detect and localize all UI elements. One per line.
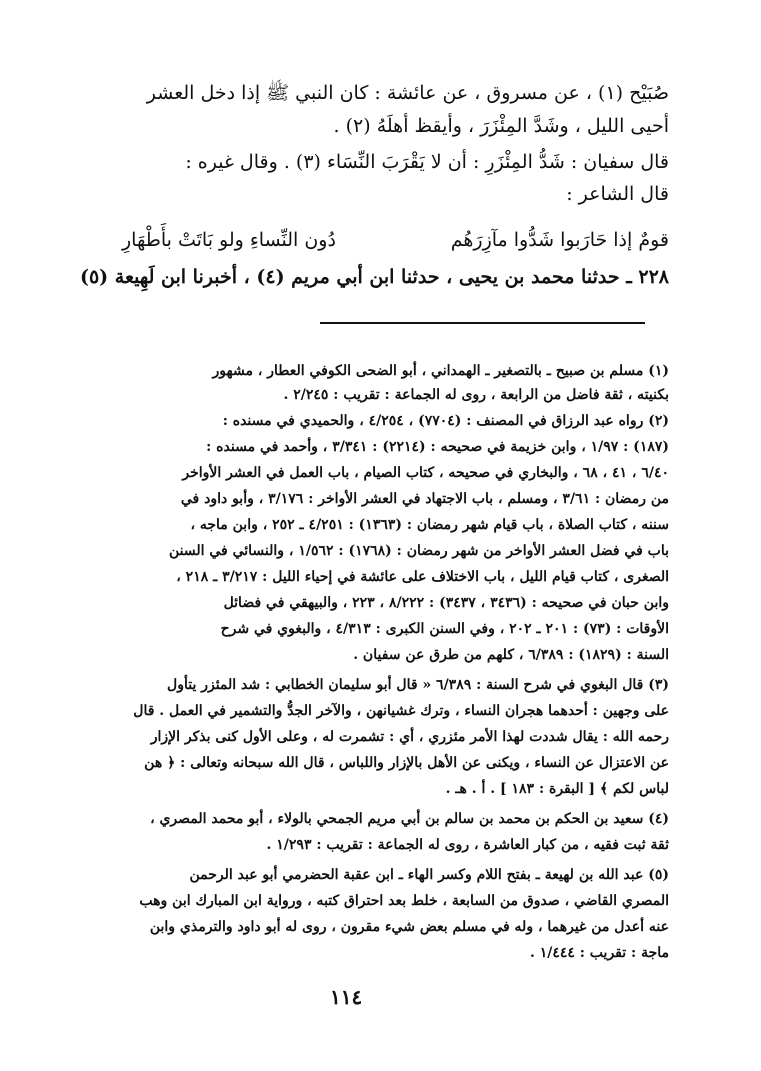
hadith-chain-line: ٢٢٨ ـ حدثنا محمد بن يحيى ، حدثنا ابن أبي مريم (٤) ، أخبرنا ابن لَهِيعة (٥) [79, 266, 669, 288]
footnote-line: باب في فضل العشر الأواخر من شهر رمضان : (١٧٦٨) : ١/٥٦٢ ، والنسائي في السنن [168, 543, 669, 559]
footnote-line: ثقة ثبت فقيه ، من كبار العاشرة ، روى له الجماعة : تقريب : ١/٢٩٣ . [266, 837, 669, 853]
footnote-line: الأوقات : (٧٣) : ٢٠١ ـ ٢٠٢ ، وفي السنن الكبرى : ٤/٣١٣ ، والبغوي في شرح [220, 621, 669, 637]
main-text-line-4: قال الشاعر : [566, 183, 669, 205]
footnote-line: (١) مسلم بن صبيح ـ بالتصغير ـ الهمداني ، أبو الضحى الكوفي العطار ، مشهور [212, 363, 669, 379]
footnote-line: عن الاعتزال عن النساء ، ويكنى عن الأهل بالإزار واللباس ، قال الله سبحانه وتعالى : ﴿ هن [144, 755, 669, 771]
footnote-line: عنه أعدل من غيرهما ، وله في مسلم بعض شيء مقرون ، روى له أبو داود والترمذي وابن [149, 919, 669, 935]
poem-second-hemistich: دُون النِّساءِ ولو بَاتَتْ بأَطْهَارِ [122, 229, 336, 251]
main-text-line-2: أحيى الليل ، وشَدَّ المِئْزَرَ ، وأيقظ أهلَهُ (٢) . [333, 115, 669, 137]
footnote-line: الصغرى ، كتاب قيام الليل ، باب الاختلاف على عائشة في إحياء الليل : ٣/٢١٧ ـ ٢١٨ ، [176, 569, 669, 585]
main-text-line-3: قال سفيان : شَدُّ المِئْزَرِ : أن لا يَقْرَبَ النِّسَاء (٣) . وقال غيره : [185, 151, 669, 173]
footnote-line: من رمضان : ٣/٦١ ، ومسلم ، باب الاجتهاد في العشر الأواخر : ٣/١٧٦ ، وأبو داود في [180, 491, 669, 507]
poem-first-hemistich: قومٌ إذا حَارَبوا شَدُّوا مآزِرَهُم [450, 229, 669, 251]
footnote-line: المصري القاضي ، صدوق من السابعة ، خلط بعد احتراق كتبه ، ورواية ابن المبارك ابن وهب [139, 893, 669, 909]
footnote-line: لباس لكم ﴾ [ البقرة : ١٨٣ ] . أ . هـ . [445, 781, 669, 797]
footnote-line: رحمه الله : يقال شددت لهذا الأمر مئزري ، أي : تشمرت له ، وعلى الأول كنى بذكر الإزار [150, 729, 669, 745]
footnote-line: (٥) عبد الله بن لهيعة ـ بفتح اللام وكسر الهاء ـ ابن عقبة الحضرمي أبو عبد الرحمن [189, 867, 669, 883]
footnote-line: سننه ، كتاب الصلاة ، باب قيام شهر رمضان : (١٣٦٣) : ٤/٢٥١ ـ ٢٥٢ ، وابن ماجه ، [190, 517, 669, 533]
footnote-line: على وجهين : أحدهما هجران النساء ، وترك غشيانهن ، والآخر الجدُّ والتشمير في العمل . قال [133, 703, 669, 719]
footnote-line: ماجة : تقريب : ١/٤٤٤ . [529, 945, 669, 961]
footnote-line: بكنيته ، ثقة فاضل من الرابعة ، روى له الجماعة : تقريب : ٢/٢٤٥ . [283, 387, 669, 403]
footnote-line: (٣) قال البغوي في شرح السنة : ٦/٣٨٩ « قال أبو سليمان الخطابي : شد المئزر يتأول [167, 677, 669, 693]
page-number: ١١٤ [330, 985, 363, 1009]
footnote-line: السنة : (١٨٢٩) : ٦/٣٨٩ ، كلهم من طرق عن سفيان . [353, 647, 669, 663]
main-text-line-1: صُبَيْح (١) ، عن مسروق ، عن عائشة : كان النبي ﷺ إذا دخل العشر [146, 82, 669, 104]
footnote-separator [320, 322, 645, 324]
footnote-line: وابن حبان في صحيحه : (٣٤٣٦ ، ٣٤٣٧) : ٨/٢٢٢ ، ٢٢٣ ، والبيهقي في فضائل [223, 595, 669, 611]
footnote-line: (٢) رواه عبد الرزاق في المصنف : (٧٧٠٤) ، ٤/٢٥٤ ، والحميدي في مسنده : [222, 413, 669, 429]
footnote-line: (٤) سعيد بن الحكم بن محمد بن سالم بن أبي مريم الجمحي بالولاء ، أبو محمد المصري ، [150, 811, 669, 827]
footnote-line: (١٨٧) : ١/٩٧ ، وابن خزيمة في صحيحه : (٢٢١٤) : ٣/٣٤١ ، وأحمد في مسنده : [206, 439, 669, 455]
footnote-line: ٦/٤٠ ، ٤١ ، ٦٨ ، والبخاري في صحيحه ، كتاب الصيام ، باب العمل في العشر الأواخر [182, 465, 669, 481]
